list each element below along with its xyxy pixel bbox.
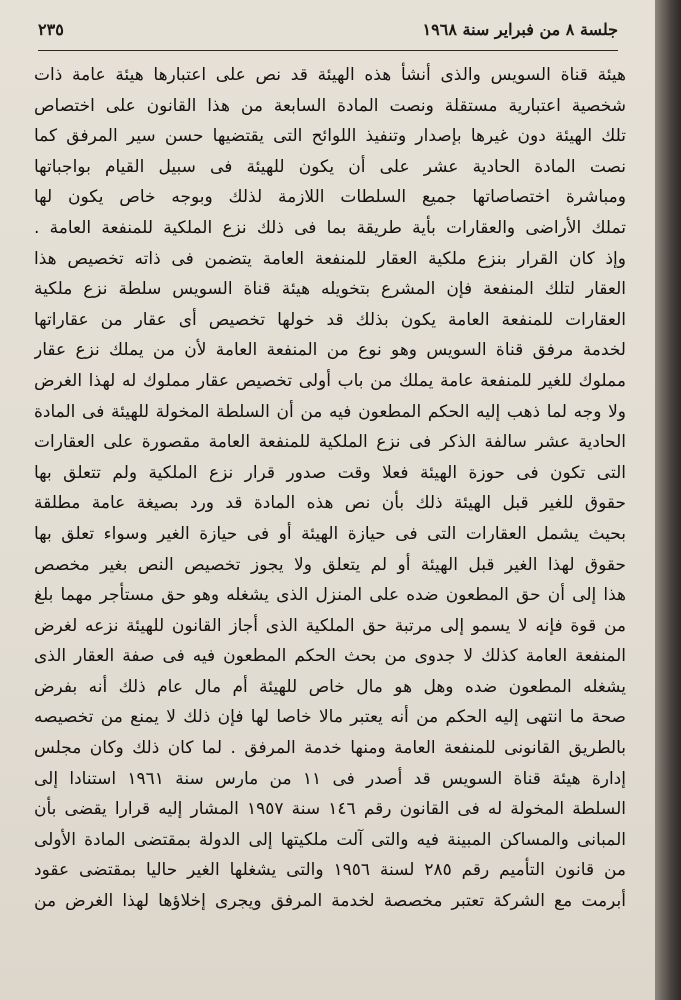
book-spine-edge	[655, 0, 681, 1000]
text-line: تملك الأراضى والعقارات بأية طريقة بما فى ذلك نزع الملكية للمنفعة العامة .	[34, 217, 626, 238]
text-line: وإذ كان القرار بنزع ملكية العقار للمنفعة العامة يتضمن فى ذاته تخصيص هذا	[34, 248, 626, 269]
text-line: السلطة المخولة له فى القانون رقم ١٤٦ سنة ١٩٥٧ المشار إليه قرارا يقضى بأن	[34, 799, 626, 820]
text-line: هذا إلى أن حق المطعون ضده على المنزل الذى يشغله وهو حق مستأجر مهما بلغ	[34, 585, 626, 606]
text-line: تلك الهيئة دون غيرها بإصدار وتنفيذ اللوائح التى يقتضيها حسن سير المرفق كما	[34, 126, 626, 147]
text-line: صحة ما انتهى إليه الحكم من أنه يعتبر مالا خاصا لها فإن ذلك لا يمنع من تخصيصه	[34, 707, 626, 728]
header-page-number: ٢٣٥	[38, 20, 64, 39]
text-line: بالطريق القانونى للمنفعة العامة ومنها خدمة المرفق . لما كان ذلك وكان مجلس	[34, 738, 626, 759]
text-line: من قوة فإنه لا يسمو إلى مرتبة حق الملكية الذى أجاز القانون للهيئة نزعه لغرض	[34, 615, 626, 636]
text-line: يشغله المطعون ضده وهل هو مال خاص للهيئة أم مال عام ذلك أنه بفرض	[34, 676, 626, 697]
text-line: أبرمت مع الشركة تعتبر مخصصة لخدمة المرفق ويجرى إخلاؤها لهذا الغرض من	[34, 891, 626, 912]
text-line: حقوق للغير قبل الهيئة ذلك بأن نص هذه المادة قد ورد بصيغة عامة مطلقة	[34, 493, 626, 514]
text-line: مملوك للغير للمنفعة عامة يملك من باب أولى تخصيص عقار مملوك له لهذا الغرض	[34, 370, 626, 391]
text-line: شخصية اعتبارية مستقلة ونصت المادة السابعة من هذا القانون على اختصاص	[34, 95, 626, 116]
text-line: حقوق لهذا الغير قبل الهيئة أو لم يتعلق ولا يجوز تخصيص النص بغير مخصص	[34, 554, 626, 575]
text-line: المبانى والمساكن المبينة فيه والتى آلت ملكيتها إلى الدولة بمقتضى المادة الأولى	[34, 829, 626, 850]
text-line: إدارة هيئة قناة السويس قد أصدر فى ١١ من مارس سنة ١٩٦١ استنادا إلى	[34, 768, 626, 789]
page-header	[38, 18, 618, 48]
page-body-text	[34, 60, 626, 917]
text-line: بحيث يشمل العقارات التى فى حيازة الهيئة أو فى حيازة الغير وسواء تعلق بها	[34, 523, 626, 544]
text-line: ومباشرة اختصاصاتها جميع السلطات اللازمة لذلك وبوجه خاص يكون لها	[34, 187, 626, 208]
text-line: لخدمة مرفق قناة السويس وهو نوع من المنفعة العامة لأن من يملك نزع عقار	[34, 340, 626, 361]
header-session-title: جلسة ٨ من فبراير سنة ١٩٦٨	[422, 20, 618, 39]
header-divider	[38, 50, 618, 51]
text-line: من قانون التأميم رقم ٢٨٥ لسنة ١٩٥٦ والتى يشغلها الغير حاليا بمقتضى عقود	[34, 860, 626, 881]
text-line: المنفعة العامة كذلك لا جدوى من بحث الحكم المطعون فيه فى صفة العقار الذى	[34, 646, 626, 667]
text-line: الحادية عشر سالفة الذكر فى نزع الملكية للمنفعة العامة مقصورة على العقارات	[34, 432, 626, 453]
text-line: التى تكون فى حوزة الهيئة فعلا وقت صدور قرار نزع الملكية ولم تتعلق بها	[34, 462, 626, 483]
text-line: العقار لتلك المنفعة فإن المشرع بتخويله هيئة قناة السويس سلطة نزع ملكية	[34, 279, 626, 300]
text-line: العقارات للمنفعة العامة يكون بذلك قد خولها تخصيص أى عقار من عقاراتها	[34, 309, 626, 330]
text-line: هيئة قناة السويس والذى أنشأ هذه الهيئة قد نص على اعتبارها هيئة عامة ذات	[34, 65, 626, 85]
text-line: ولا وجه لما ذهب إليه الحكم المطعون فيه من أن السلطة المخولة للهيئة فى المادة	[34, 401, 626, 422]
text-line: نصت المادة الحادية عشر على أن يكون للهيئة فى سبيل القيام بواجباتها	[34, 156, 626, 177]
